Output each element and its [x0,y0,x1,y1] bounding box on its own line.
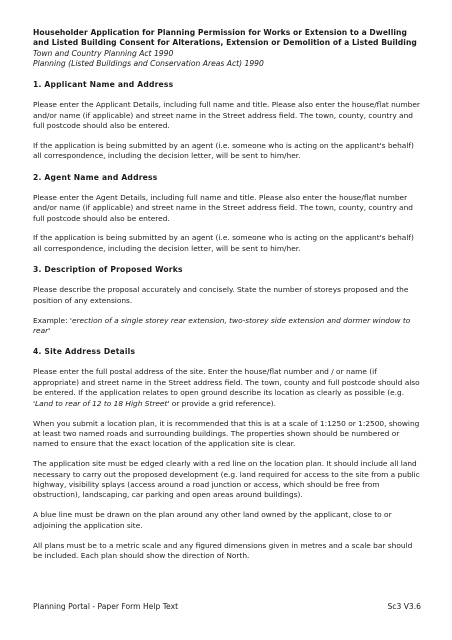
agent-paragraph-2: If the application is being submitted by an agent (i.e. someone who is acting on the applicant's behalf) all correspondence, including the decision letter, will be sent to him/her. [33,233,414,253]
example-label: Example: [33,315,70,325]
act-reference-2: Planning (Listed Buildings and Conservation Areas Act) 1990 [33,59,264,69]
applicant-paragraph-2: If the application is being submitted by an agent (i.e. someone who is acting on the applicant's behalf) all correspondence, including the decision letter, will be sent to him/her. [33,140,414,161]
example-text: 'erection of a single storey rear extension, two-storey side extension and dormer window to rear' [33,315,411,335]
footer-left-text: Planning Portal - Paper Form Help Text [33,602,179,611]
agent-paragraph-1: Please enter the Agent Details, including full name and title. Please also enter the house/flat number and/or name (if applicable) and street name in the Street address field. The town, county, country and full postcode should also be entered. [33,192,413,223]
page-footer [33,602,421,611]
section-heading-description: 3. Description of Proposed Works [33,265,183,275]
description-paragraph: Please describe the proposal accurately and concisely. State the number of storeys proposed and the position of any extensions. [33,285,409,305]
act-reference-1: Town and Country Planning Act 1990 [33,48,174,58]
applicant-paragraph-1: Please enter the Applicant Details, including full name and title. Please also enter the house/flat number and/or name (if applicable) and street name in the Street address field. The town, county, country and full postcode should also be entered. [33,100,420,131]
site-paragraph-1-end: or provide a grid reference). [169,398,277,408]
site-paragraph-4: A blue line must be drawn on the plan around any other land owned by the applicant, close to or adjoining the application site. [33,510,392,530]
description-example [33,316,421,337]
site-paragraph-1 [33,367,421,409]
document-title: Householder Application for Planning Permission for Works or Extension to a Dwelling and Listed Building Consent for Alterations, Extension or Demolition of a Listed Building [33,28,417,48]
document-body [33,28,421,571]
site-example-text: 'Land to rear of 12 to 18 High Street' [33,398,170,408]
site-paragraph-2: When you submit a location plan, it is recommended that this is at a scale of 1:1250 or 1:2500, showing at least two named roads and surrounding buildings. The properties shown should be numbered or named to ensure that the exact location of the application site is clear. [33,418,420,449]
section-heading-applicant: 1. Applicant Name and Address [33,80,174,90]
section-heading-site-address: 4. Site Address Details [33,347,136,357]
section-heading-agent: 2. Agent Name and Address [33,172,158,182]
footer-version: Sc3 V3.6 [387,602,421,611]
site-paragraph-5: All plans must be to a metric scale and any figured dimensions given in metres and a scale bar should be included. Each plan should show the direction of North. [33,540,413,561]
site-paragraph-3: The application site must be edged clearly with a red line on the location plan. It should include all land necessary to carry out the proposed development (e.g. land required for access to the site from a public highway, visibility splays (access around a road junction or access, which should be free from obstruction), landscaping, car parking and open areas around buildings). [33,459,420,500]
site-paragraph-1-start: Please enter the full postal address of the site. Enter the house/flat number and / or name (if appropriate) and street name in the Street address field. The town, county and full postcode should also be entered. If the application relates to open ground describe its location as clearly as possible (e.g. [33,367,420,398]
